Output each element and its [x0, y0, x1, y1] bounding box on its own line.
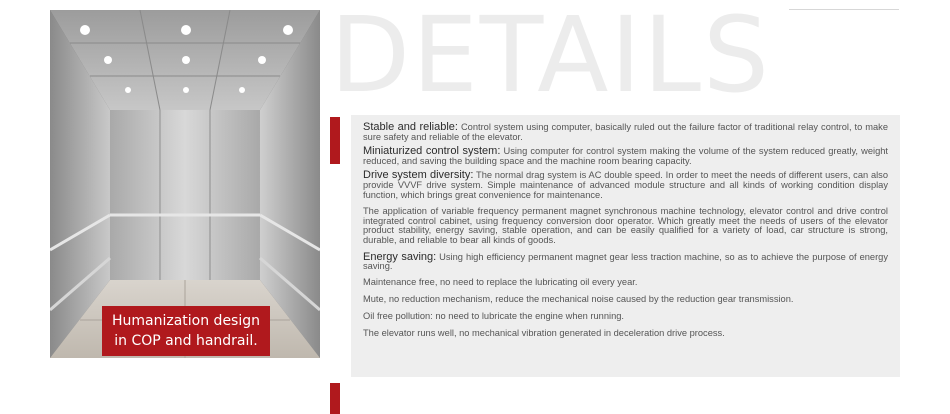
feature-lead: Stable and reliable:: [363, 121, 458, 133]
feature-lead: Miniaturized control system:: [363, 145, 501, 158]
application-paragraph: The application of variable frequency permanent magnet synchronous machine technology, elevator control and drive control integrated control cabinet, using frequency conversion door operator. Which greatly meet the needs of users of the elevator product stability, energy saving, stable operation, and can be easily qualified for a variety of load, car structure is strong, durable, and reliable to bear all kinds of goods.: [363, 206, 888, 245]
title-divider: [789, 9, 899, 10]
feature-paragraph: [363, 147, 888, 166]
accent-bar-top: [330, 117, 340, 164]
feature-text: Control system using computer, basically ruled out the failure factor of traditional relay control, to make sure safety and reliable of the elevator.: [363, 122, 888, 142]
energy-paragraph: [363, 250, 888, 272]
note-line: Oil free pollution: no need to lubricate the engine when running.: [363, 310, 625, 321]
accent-bar-bottom: [330, 383, 340, 414]
feature-text: Using computer for control system making the volume of the system reduced greatly, weight reduced, and saving the building space and the machine room bearing capacity.: [363, 146, 888, 166]
energy-lead: Energy saving:: [363, 250, 437, 263]
page-title: DETAILS: [330, 0, 772, 114]
feature-lead: Drive system diversity:: [363, 169, 474, 182]
energy-text: Using high efficiency permanent magnet gear less traction machine, so as to achieve the purpose of energy saving.: [363, 251, 888, 272]
feature-paragraph: [363, 123, 888, 142]
note-line: The elevator runs well, no mechanical vibration generated in deceleration drive process.: [363, 327, 725, 338]
details-panel: [351, 115, 900, 377]
photo-caption-line2: in COP and handrail.: [114, 333, 258, 349]
photo-caption-line1: Humanization design: [111, 313, 261, 329]
feature-paragraph: [363, 171, 888, 200]
photo-caption: [102, 306, 270, 356]
note-line: Mute, no reduction mechanism, reduce the mechanical noise caused by the reduction gear transmission.: [363, 293, 794, 304]
note-line: Maintenance free, no need to replace the lubricating oil every year.: [363, 276, 638, 287]
feature-text: The normal drag system is AC double speed. In order to meet the needs of different users, can also provide VVVF drive system. Simple maintenance of advanced module structure and all kinds of working condition display function, which brings great convenience for maintenance.: [363, 170, 888, 200]
